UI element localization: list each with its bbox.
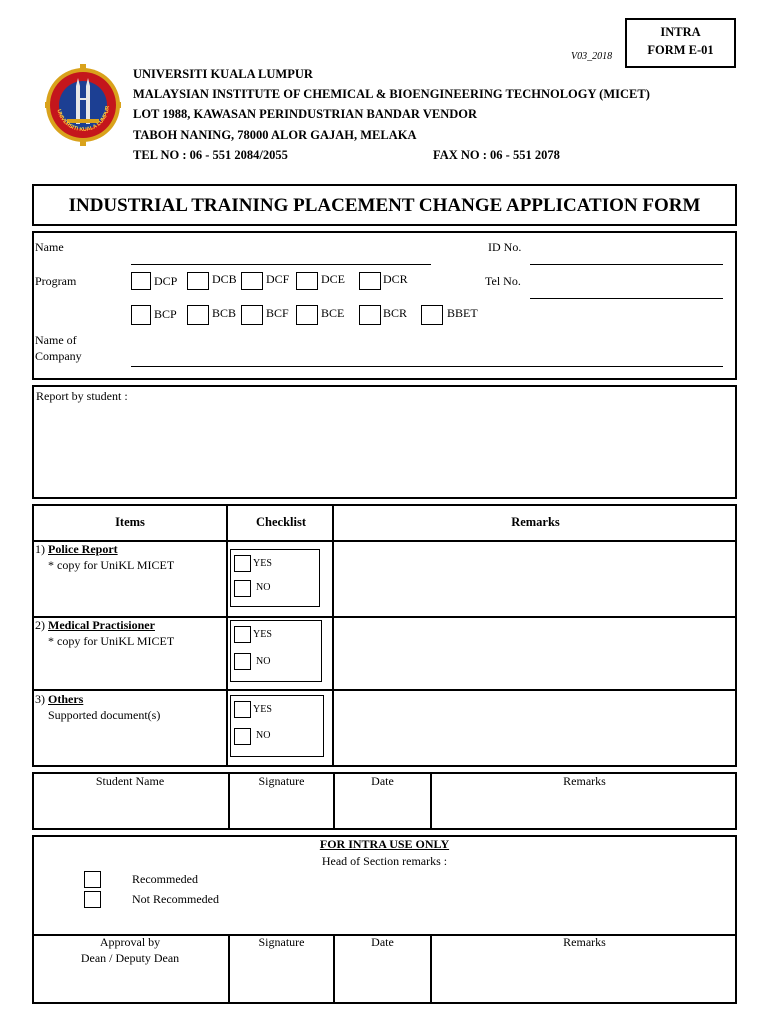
item-title: Medical Practisioner (48, 618, 155, 632)
program-dcb-checkbox[interactable] (187, 272, 209, 290)
program-bcp-label: BCP (154, 307, 177, 321)
program-bcb-checkbox[interactable] (187, 305, 209, 325)
intra-heading (32, 837, 737, 852)
item-others (35, 692, 83, 707)
item-number: 3) (35, 692, 45, 706)
student-remarks-label: Remarks (563, 774, 606, 788)
medical-yes-checkbox[interactable] (234, 626, 251, 643)
student-name-label: Student Name (95, 774, 165, 788)
others-yes-checkbox[interactable] (234, 701, 251, 718)
program-dce-label: DCE (321, 272, 345, 286)
name-label: Name (35, 240, 64, 254)
program-bce-label: BCE (321, 306, 345, 320)
program-dcp-checkbox[interactable] (131, 272, 151, 290)
program-bce-checkbox[interactable] (296, 305, 318, 325)
program-dcr-label: DCR (383, 272, 408, 286)
medical-no-label: NO (256, 656, 271, 667)
company-label-line2: Company (35, 349, 82, 363)
page-title: INDUSTRIAL TRAINING PLACEMENT CHANGE APPLICATION FORM (68, 195, 701, 216)
police-yes-label: YES (253, 558, 272, 569)
form-code-box (625, 18, 736, 68)
form-code-line2: FORM E-01 (647, 43, 714, 57)
intra-subheading: Head of Section remarks : (321, 854, 448, 868)
company-field[interactable] (131, 366, 723, 367)
remarks-cell-1[interactable] (334, 542, 735, 616)
program-dce-checkbox[interactable] (296, 272, 318, 290)
medical-no-checkbox[interactable] (234, 653, 251, 670)
program-bcp-checkbox[interactable] (131, 305, 151, 325)
item-subtext: * copy for UniKL MICET (48, 634, 175, 648)
name-field[interactable] (131, 264, 431, 265)
header-tel: TEL NO : 06 - 551 2084/2055 (133, 148, 288, 162)
student-date-label: Date (371, 774, 394, 788)
header-line2: MALAYSIAN INSTITUTE OF CHEMICAL & BIOENGINEERING TECHNOLOGY (MICET) (133, 87, 650, 101)
logo-text: UNIVERSITI KUALA LUMPUR (55, 105, 112, 134)
report-box[interactable] (32, 385, 737, 499)
program-bcf-label: BCF (266, 306, 289, 320)
approval-label-line1: Approval by (99, 935, 161, 949)
item-title: Police Report (48, 542, 118, 556)
university-logo (45, 64, 121, 146)
not-recommended-label: Not Recommeded (132, 892, 219, 906)
item-police-report (35, 542, 118, 557)
item-number: 1) (35, 542, 45, 556)
program-bbet-checkbox[interactable] (421, 305, 443, 325)
report-label: Report by student : (36, 389, 128, 403)
not-recommended-checkbox[interactable] (84, 891, 101, 908)
program-bcf-checkbox[interactable] (241, 305, 263, 325)
program-dcr-checkbox[interactable] (359, 272, 381, 290)
approval-remarks-label: Remarks (563, 935, 606, 949)
others-yes-label: YES (253, 704, 272, 715)
title-box (32, 184, 737, 226)
version-label: V03_2018 (571, 51, 613, 62)
program-label: Program (35, 274, 77, 288)
header-line1: UNIVERSITI KUALA LUMPUR (133, 67, 313, 81)
others-no-label: NO (256, 730, 271, 741)
others-no-checkbox[interactable] (234, 728, 251, 745)
item-medical (35, 618, 155, 633)
table-col-divider-1 (226, 504, 228, 767)
approval-signature-label: Signature (258, 935, 305, 949)
program-bcr-label: BCR (383, 306, 408, 320)
header-line3: LOT 1988, KAWASAN PERINDUSTRIAN BANDAR VENDOR (133, 107, 478, 121)
police-yes-checkbox[interactable] (234, 555, 251, 572)
item-number: 2) (35, 618, 45, 632)
header-line4: TABOH NANING, 78000 ALOR GAJAH, MELAKA (133, 128, 417, 142)
id-no-label: ID No. (488, 240, 522, 254)
item-title: Others (48, 692, 84, 706)
program-bcb-label: BCB (212, 306, 237, 320)
approval-label-line2: Dean / Deputy Dean (80, 951, 180, 965)
program-dcf-label: DCF (266, 272, 290, 286)
student-signature-label: Signature (258, 774, 305, 788)
approval-date-label: Date (371, 935, 394, 949)
program-bbet-label: BBET (447, 306, 478, 320)
item-subtext: Supported document(s) (48, 708, 161, 722)
recommended-label: Recommeded (132, 872, 198, 886)
police-no-checkbox[interactable] (234, 580, 251, 597)
header-fax: FAX NO : 06 - 551 2078 (433, 148, 560, 162)
col-remarks-header: Remarks (511, 515, 560, 529)
company-label-line1: Name of (35, 333, 77, 347)
remarks-cell-3[interactable] (334, 691, 735, 765)
tel-no-label: Tel No. (485, 274, 521, 288)
program-bcr-checkbox[interactable] (359, 305, 381, 325)
id-no-field[interactable] (530, 264, 723, 265)
logo-gear-icon (45, 64, 121, 146)
remarks-cell-2[interactable] (334, 618, 735, 689)
program-dcf-checkbox[interactable] (241, 272, 263, 290)
col-checklist-header: Checklist (256, 515, 306, 529)
intra-heading-text: FOR INTRA USE ONLY (319, 837, 450, 851)
program-dcp-label: DCP (154, 274, 178, 288)
medical-yes-label: YES (253, 629, 272, 640)
form-code-line1: INTRA (660, 25, 701, 39)
item-subtext: * copy for UniKL MICET (48, 558, 175, 572)
col-items-header: Items (115, 515, 145, 529)
recommended-checkbox[interactable] (84, 871, 101, 888)
program-dcb-label: DCB (212, 272, 237, 286)
tel-no-field[interactable] (530, 298, 723, 299)
police-no-label: NO (256, 582, 271, 593)
